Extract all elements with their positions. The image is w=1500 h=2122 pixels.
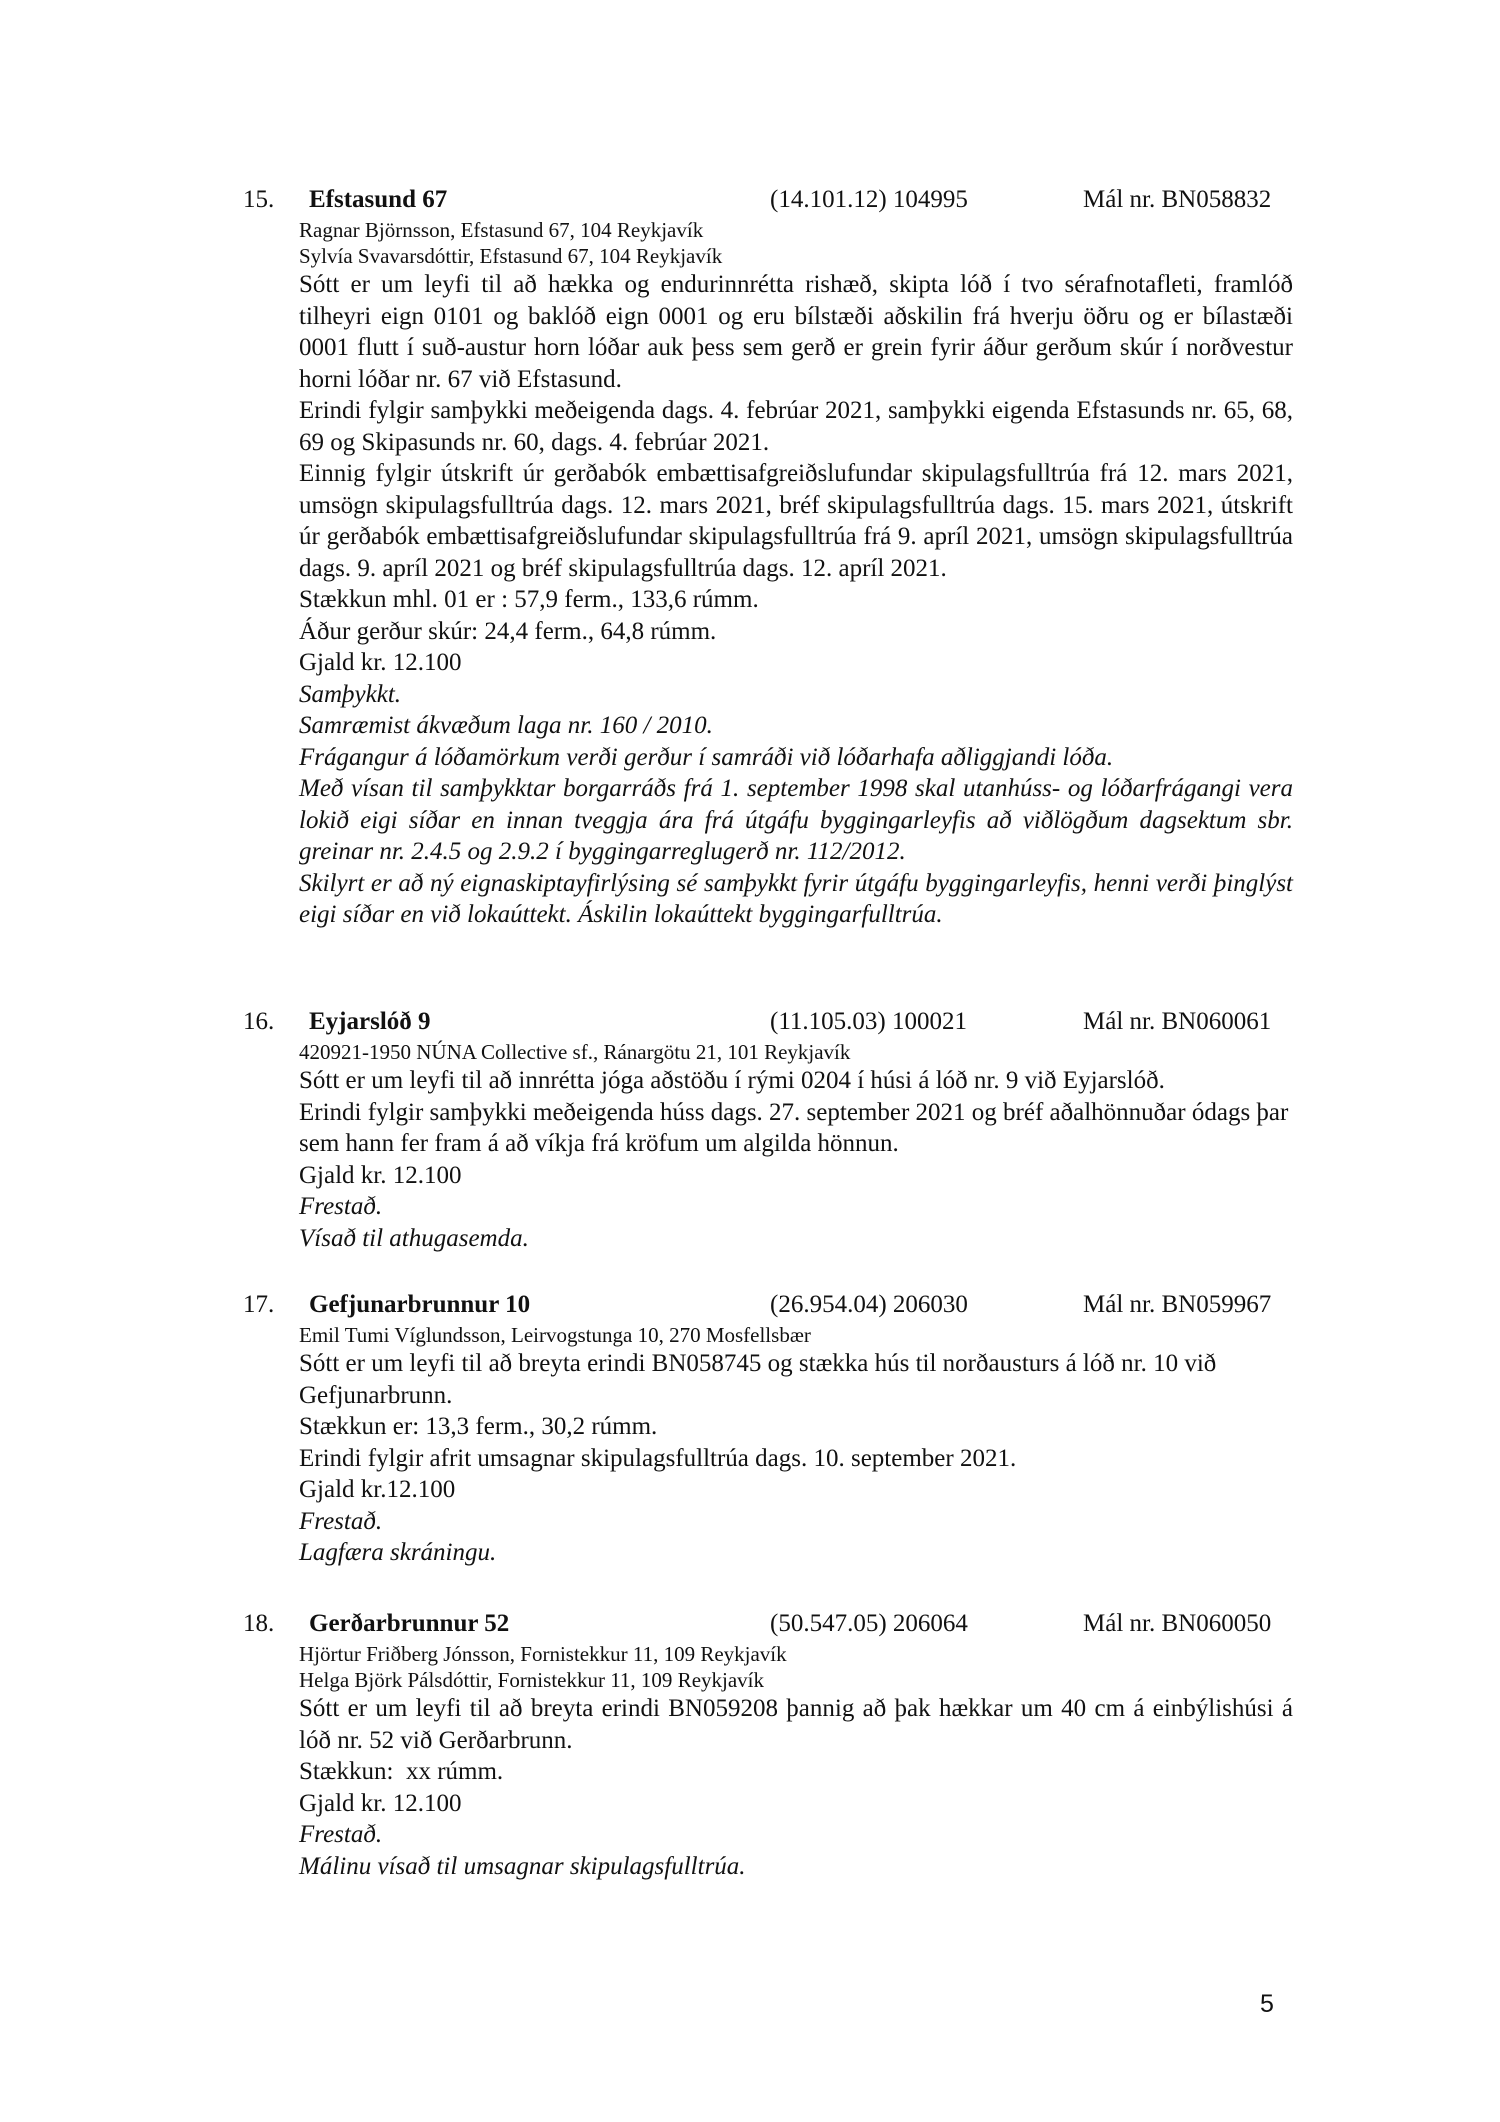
item-body — [299, 1039, 1293, 1254]
agenda-item-16 — [243, 1005, 1293, 1254]
decision-line: Frestað. — [299, 1821, 383, 1848]
decision-line: Málinu vísað til umsagnar skipulagsfulltrúa. — [299, 1852, 746, 1880]
description-paragraph: Sótt er um leyfi til að breyta erindi BN058745 og stækka hús til norðausturs á lóð nr. 10 við Gefjunarbrunn. — [299, 1350, 1217, 1409]
description-paragraph: Sótt er um leyfi til að breyta erindi BN059208 þannig að þak hækkar um 40 cm á einbýlishúsi á lóð nr. 52 við Gerðarbrunn. — [299, 1695, 1293, 1754]
agenda-item-18 — [243, 1607, 1293, 1882]
item-case-number: Mál nr. BN060061 — [1083, 1008, 1272, 1035]
area-line: Stækkun mhl. 01 er : 57,9 ferm., 133,6 rúmm. — [299, 586, 759, 613]
item-header — [243, 1288, 1293, 1322]
decision-line: Samþykkt. — [299, 680, 402, 708]
agenda-item-17 — [243, 1288, 1293, 1569]
item-address: Eyjarslóð 9 — [309, 1008, 431, 1035]
decision-line: Samræmist ákvæðum laga nr. 160 / 2010. — [299, 712, 713, 739]
applicant: Sylvía Svavarsdóttir, Efstasund 67, 104 Reykjavík — [299, 244, 723, 268]
decision-line: Skilyrt er að ný eignaskiptayfirlýsing sé samþykkt fyrir útgáfu byggingarleyfis, henni verði þinglýst eigi síðar en við lokaúttekt. Áskilin lokaúttekt byggingarfulltrúa. — [299, 869, 1293, 928]
item-number: 18. — [243, 1610, 275, 1637]
item-body — [299, 217, 1293, 931]
item-body — [299, 1322, 1293, 1569]
description-paragraph: Erindi fylgir samþykki meðeigenda húss dags. 27. september 2021 og bréf aðalhönnuðar ódags þar sem hann fer fram á að víkja frá kröfum um algilda hönnun. — [299, 1098, 1289, 1157]
item-number: 17. — [243, 1291, 275, 1318]
applicant: Helga Björk Pálsdóttir, Fornistekkur 11, 109 Reykjavík — [299, 1668, 765, 1692]
applicant: Hjörtur Friðberg Jónsson, Fornistekkur 11, 109 Reykjavík — [299, 1642, 787, 1666]
fee-line: Gjald kr. 12.100 — [299, 1789, 462, 1817]
item-number: 16. — [243, 1008, 275, 1035]
item-reference: (50.547.05) 206064 — [770, 1610, 968, 1637]
description-paragraph: Sótt er um leyfi til að hækka og endurinnrétta rishæð, skipta lóð í tvo sérafnotafleti, framlóð tilheyri eign 0101 og baklóð eign 0001 og eru bílstæði aðskilin frá hverju öðru og er bílastæði 0001 flutt í suð-austur horn lóðar auk þess sem gerð er grein fyrir áður gerðum skúr í norðvestur horni lóðar nr. 67 við Efstasund. — [299, 271, 1293, 393]
description-paragraph: Einnig fylgir útskrift úr gerðabók embættisafgreiðslufundar skipulagsfulltrúa frá 12. mars 2021, umsögn skipulagsfulltrúa dags. 12. mars 2021, bréf skipulagsfulltrúa dags. 15. mars 2021, útskrift úr gerðabók embættisafgreiðslufundar skipulagsfulltrúa frá 9. apríl 2021, umsögn skipulagsfulltrúa dags. 9. apríl 2021 og bréf skipulagsfulltrúa dags. 12. apríl 2021. — [299, 460, 1293, 582]
applicant: 420921-1950 NÚNA Collective sf., Ránargötu 21, 101 Reykjavík — [299, 1040, 851, 1064]
applicant: Emil Tumi Víglundsson, Leirvogstunga 10, 270 Mosfellsbær — [299, 1323, 811, 1347]
item-header — [243, 1607, 1293, 1641]
item-case-number: Mál nr. BN058832 — [1083, 186, 1272, 213]
item-case-number: Mál nr. BN060050 — [1083, 1610, 1272, 1637]
description-paragraph: Sótt er um leyfi til að innrétta jóga aðstöðu í rými 0204 í húsi á lóð nr. 9 við Eyjarslóð. — [299, 1067, 1165, 1094]
decision-line: Frestað. — [299, 1193, 383, 1220]
decision-line: Lagfæra skráningu. — [299, 1539, 497, 1566]
applicant: Ragnar Björnsson, Efstasund 67, 104 Reykjavík — [299, 218, 704, 242]
fee-line: Gjald kr. 12.100 — [299, 649, 462, 676]
decision-line: Frestað. — [299, 1507, 383, 1535]
area-line: Áður gerður skúr: 24,4 ferm., 64,8 rúmm. — [299, 617, 717, 645]
item-reference: (14.101.12) 104995 — [770, 186, 968, 213]
description-paragraph: Erindi fylgir samþykki meðeigenda dags. 4. febrúar 2021, samþykki eigenda Efstasunds nr. 65, 68, 69 og Skipasunds nr. 60, dags. 4. febrúar 2021. — [299, 397, 1293, 456]
area-line: Stækkun er: 13,3 ferm., 30,2 rúmm. — [299, 1413, 658, 1440]
item-number: 15. — [243, 186, 275, 213]
item-address: Efstasund 67 — [309, 186, 448, 213]
item-header — [243, 1005, 1293, 1039]
description-paragraph: Erindi fylgir afrit umsagnar skipulagsfulltrúa dags. 10. september 2021. — [299, 1444, 1017, 1472]
item-address: Gerðarbrunnur 52 — [309, 1610, 510, 1637]
item-address: Gefjunarbrunnur 10 — [309, 1291, 531, 1318]
agenda-item-15 — [243, 183, 1293, 931]
item-reference: (11.105.03) 100021 — [770, 1008, 967, 1035]
item-body — [299, 1641, 1293, 1882]
item-case-number: Mál nr. BN059967 — [1083, 1291, 1272, 1318]
page-number: 5 — [1260, 1990, 1274, 2018]
decision-line: Með vísan til samþykktar borgarráðs frá 1. september 1998 skal utanhúss- og lóðarfrágangi vera lokið eigi síðar en innan tveggja ára frá útgáfu byggingarleyfis að viðlögðum dagsektum sbr. greinar nr. 2.4.5 og 2.9.2 í byggingarreglugerð nr. 112/2012. — [299, 775, 1293, 865]
item-header — [243, 183, 1293, 217]
decision-line: Vísað til athugasemda. — [299, 1224, 529, 1252]
fee-line: Gjald kr.12.100 — [299, 1476, 456, 1503]
item-reference: (26.954.04) 206030 — [770, 1291, 968, 1318]
area-line: Stækkun: xx rúmm. — [299, 1758, 504, 1785]
decision-line: Frágangur á lóðamörkum verði gerður í samráði við lóðarhafa aðliggjandi lóða. — [299, 743, 1114, 771]
fee-line: Gjald kr. 12.100 — [299, 1161, 462, 1189]
